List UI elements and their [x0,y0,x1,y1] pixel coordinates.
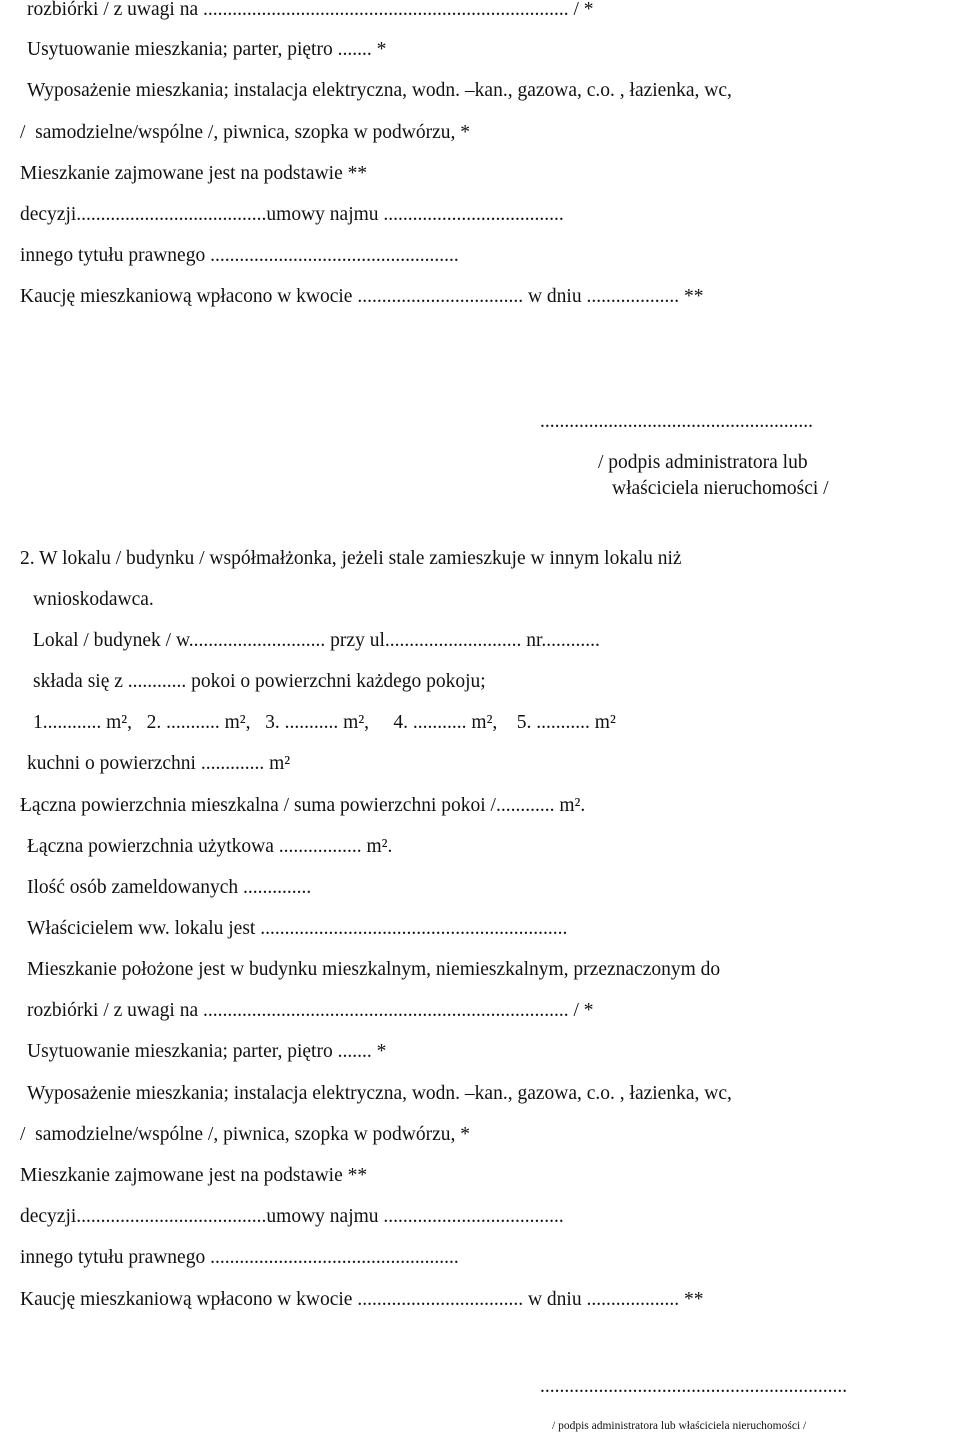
location-line: Usytuowanie mieszkania; parter, piętro ....... * [27,39,387,60]
total-living-area-line: Łączna powierzchnia mieszkalna / suma powierzchni pokoi /............ m². [20,795,586,816]
kitchen-line: kuchni o powierzchni ............. m² [27,753,291,774]
demolition-line: rozbiórki / z uwagi na ........................................................................... / * [27,0,594,20]
signature-label-2: / podpis administratora lub właściciela nieruchomości / [552,1420,807,1432]
building-type-line: Mieszkanie położone jest w budynku mieszkalnym, niemieszkalnym, przeznaczonym do [27,959,721,980]
shared-facilities-line-2: / samodzielne/wspólne /, piwnica, szopka w podwórzu, * [20,1124,471,1145]
signature-dots: ........................................................ [540,411,813,432]
decision-line-2: decyzji.......................................umowy najmu ..................................... [20,1206,564,1227]
signature-label-line1: / podpis administratora lub [598,452,808,473]
section-2-heading: 2. W lokalu / budynku / współmałżonka, jeżeli stale zamieszkuje w innym lokalu niż [20,548,682,569]
other-title-line-2: innego tytułu prawnego ................................................... [20,1247,459,1268]
demolition-line-2: rozbiórki / z uwagi na ........................................................................... / * [27,1000,594,1021]
deposit-line-2: Kaucję mieszkaniową wpłacono w kwocie .................................. w dniu ................... ** [20,1289,704,1310]
section-2-heading-cont: wnioskodawca. [33,589,154,610]
equipment-line: Wyposażenie mieszkania; instalacja elektryczna, wodn. –kan., gazowa, c.o. , łazienka, wc, [27,80,732,101]
equipment-line-2: Wyposażenie mieszkania; instalacja elektryczna, wodn. –kan., gazowa, c.o. , łazienka, wc, [27,1083,732,1104]
rooms-line: składa się z ............ pokoi o powierzchni każdego pokoju; [33,671,486,692]
location-line-2: Usytuowanie mieszkania; parter, piętro ....... * [27,1041,387,1062]
signature-label-line2: właściciela nieruchomości / [612,478,829,499]
room-areas-line: 1............ m², 2. ........... m², 3. ........... m², 4. ........... m², 5. ........... m² [33,712,616,733]
address-line: Lokal / budynek / w............................ przy ul............................ nr............ [33,630,600,651]
deposit-line: Kaucję mieszkaniową wpłacono w kwocie .................................. w dniu ................... ** [20,286,704,307]
total-usable-area-line: Łączna powierzchnia użytkowa ................. m². [27,836,393,857]
other-title-line: innego tytułu prawnego ................................................... [20,245,459,266]
occupancy-basis-line: Mieszkanie zajmowane jest na podstawie ** [20,163,368,184]
occupancy-basis-line-2: Mieszkanie zajmowane jest na podstawie ** [20,1165,368,1186]
owner-line: Właścicielem ww. lokalu jest ............................................................... [27,918,568,939]
shared-facilities-line: / samodzielne/wspólne /, piwnica, szopka w podwórzu, * [20,122,471,143]
signature-dots-2: ............................................................... [540,1376,848,1397]
registered-persons-line: Ilość osób zameldowanych .............. [27,877,312,898]
decision-line: decyzji.......................................umowy najmu ..................................... [20,204,564,225]
